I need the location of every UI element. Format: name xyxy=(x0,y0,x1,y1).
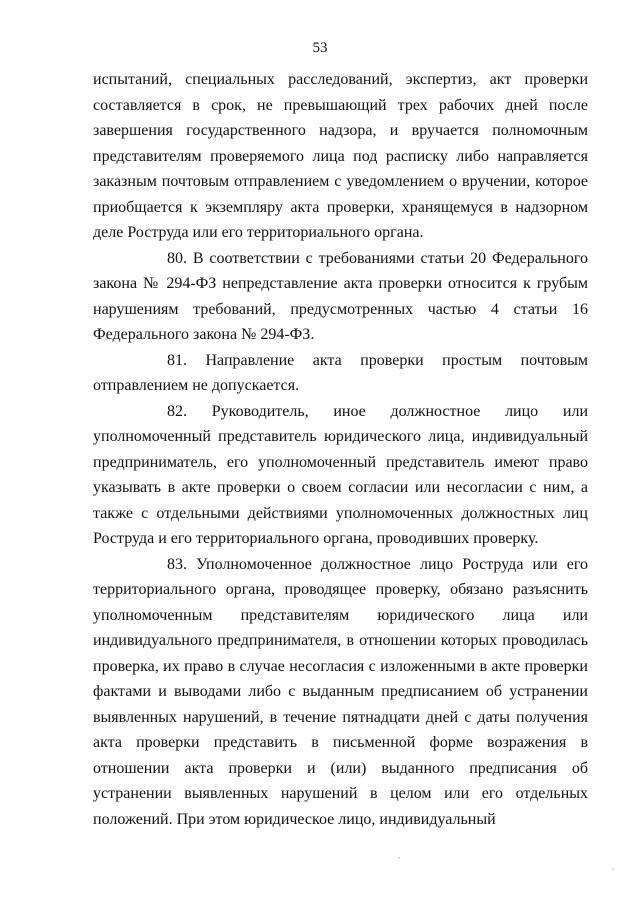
paragraph-number: 83. xyxy=(167,555,187,573)
paragraph-text: Руководитель, иное должностное лицо или уполномоченный представитель юридического лица, индивидуальный предприниматель, его уполномоченный представитель имеют право указывать в акте проверки о своем согласии или несогласии с ним, а также с отдельными действиями уполномоченных должностных лиц Роструда и его территориального органа, проводивших проверку. xyxy=(93,402,589,547)
paragraph-number: 80. xyxy=(167,249,187,267)
document-body xyxy=(93,67,588,832)
page-number: 53 xyxy=(312,40,328,56)
paragraph-continuation xyxy=(93,67,588,246)
paragraph-83 xyxy=(93,552,588,833)
paragraph-text: Направление акта проверки простым почтовым отправлением не допускается. xyxy=(93,351,589,394)
paragraph-80 xyxy=(93,246,588,348)
paragraph-81 xyxy=(93,348,588,399)
paragraph-82 xyxy=(93,399,588,552)
paragraph-text: испытаний, специальных расследований, экспертиз, акт проверки составляется в срок, не превышающий трех рабочих дней после завершения государственного надзора, и вручается полномочным представителям проверяемого лица под расписку либо направляется заказным почтовым отправлением с уведомлением о вручении, которое приобщается к экземпляру акта проверки, хранящемуся в надзорном деле Роструда или его территориального органа. xyxy=(93,71,588,241)
paragraph-text: Уполномоченное должностное лицо Роструда или его территориального органа, проводящее проверку, обязано разъяснить уполномоченным представителям юридического лица или индивидуального предпринимателя, в отношении которых проводилась проверка, их право в случае несогласия с изложенными в акте проверки фактами и выводами либо с выданным предписанием об устранении выявленных нарушений, в течение пятнадцати дней с даты получения акта проверки представить в письменной форме возражения в отношении акта проверки и (или) выданного предписания об устранении выявленных нарушений в целом или его отдельных положений. При этом юридическое лицо, индивидуальный xyxy=(93,555,589,828)
scan-speck xyxy=(612,868,614,870)
paragraph-number: 81. xyxy=(167,351,187,369)
paragraph-number: 82. xyxy=(167,402,187,420)
scan-speck xyxy=(398,857,400,859)
paragraph-text: В соответствии с требованиями статьи 20 Федерального закона № 294-ФЗ непредставление акта проверки относится к грубым нарушениям требований, предусмотренных частью 4 статьи 16 Федерального закона № 294-ФЗ. xyxy=(93,249,589,343)
